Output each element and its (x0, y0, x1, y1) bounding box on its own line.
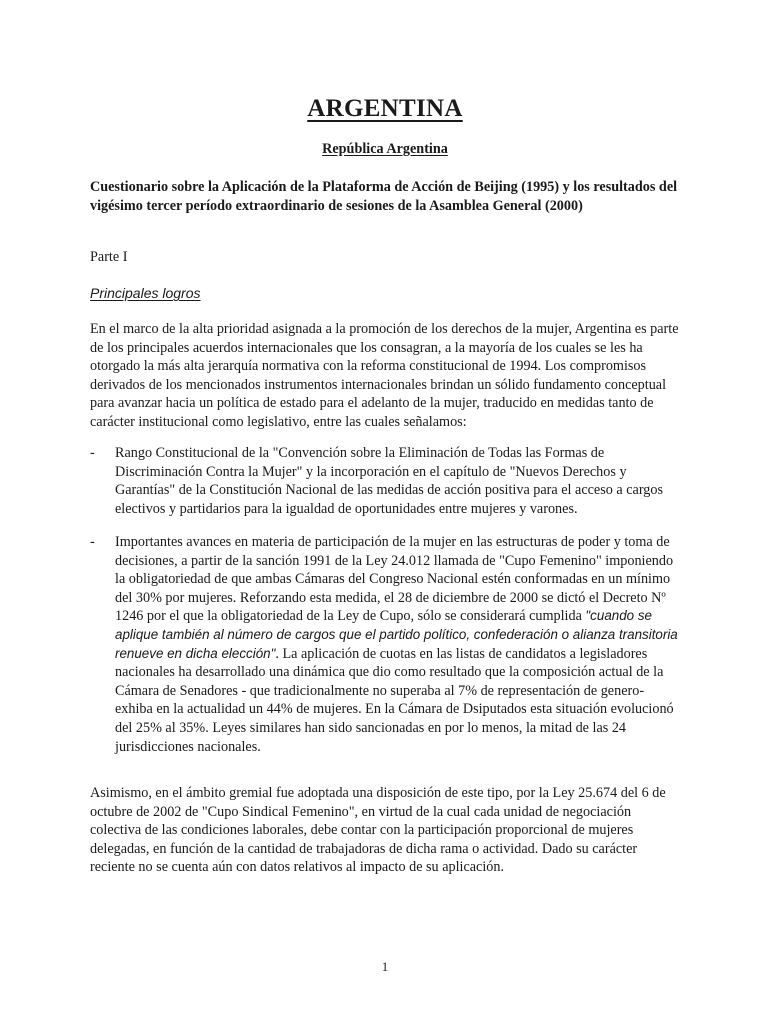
bullet-item-2-text-a: Importantes avances en materia de participación de la mujer en las estructuras de poder y toma de decisiones, a partir de la sanción 1991 de la Ley 24.012 llamada de "Cupo Femenino" imponiendo la obligatoriedad de que ambas Cámaras del Congreso Nacional estén conformadas en un mínimo del 30% por mujeres. Reforzando esta medida, el 28 de diciembre de 2000 se dictó el Decreto Nº 1246 por el que la obligatoriedad de la Ley de Cupo, sólo se considerará cumplida (115, 534, 674, 625)
bullet-item-2 (90, 533, 680, 756)
document-title-text: ARGENTINA (307, 95, 463, 122)
section-heading: Principales logros (90, 285, 201, 301)
document-subtitle-text: República Argentina (322, 141, 448, 157)
decree-quote: "cuando se aplique también al número de cargos que el partido político, confederación o alianza transitoria renueve en dicha elección" (115, 608, 678, 661)
document-page (90, 0, 680, 1024)
document-title (90, 94, 680, 124)
bullet-item-2-text-b: . La aplicación de cuotas en las listas de candidatos a legisladores nacionales ha desarrollado una dinámica que dio como resultado que la composición actual de la Cámara de Senadores - que tradicionalmente no superaba al 7% de representación de genero- exhiba en la actualidad un 44% de mujeres. En la Cámara de Dsiputados esta situación evolucionó del 25% al 35%. Leyes similares han sido sancionadas en por lo menos, la mitad de las 24 jurisdicciones nacionales. (115, 645, 674, 755)
bullet-marker: - (90, 534, 95, 550)
paragraph-1: En el marco de la alta prioridad asignada a la promoción de los derechos de la mujer, Argentina es parte de los principales acuerdos internacionales que los consagran, a la mayoría de los cuales se les ha otorgado la más alta jerarquía normativa con la reforma constitucional de 1994. Los compromisos derivados de los mencionados instrumentos internacionales brindan un sólido fundamento conceptual para avanzar hacia un política de estado para el adelanto de la mujer, traducido en medidas tanto de carácter institucional como legislativo, entre las cuales señalamos: (90, 321, 679, 430)
page-number: 1 (381, 959, 389, 974)
bullet-marker: - (90, 445, 95, 461)
bullet-item-1 (90, 444, 680, 518)
document-subtitle (90, 140, 680, 159)
paragraph-2: Asimismo, en el ámbito gremial fue adoptada una disposición de este tipo, por la Ley 25.674 del 6 de octubre de 2002 de "Cupo Sindical Femenino", en virtud de la cual cada unidad de negociación colectiva de las condiciones laborales, debe contar con la participación proporcional de mujeres delegadas, en función de la cantidad de trabajadoras de dicha rama o actividad. Dado su carácter reciente no se cuenta aún con datos relativos al impacto de su aplicación. (90, 785, 666, 876)
questionnaire-heading: Cuestionario sobre la Aplicación de la Plataforma de Acción de Beijing (1995) y los resultados del vigésimo tercer período extraordinario de sesiones de la Asamblea General (2000) (90, 179, 678, 214)
bullet-item-2-text (115, 533, 680, 756)
part-label: Parte I (90, 249, 128, 265)
bullet-item-1-text: Rango Constitucional de la "Convención sobre la Eliminación de Todas las Formas de Discriminación Contra la Mujer" y la incorporación en el capítulo de "Nuevos Derechos y Garantías" de la Constitución Nacional de las medidas de acción positiva para el acceso a cargos electivos y partidarios para la igualdad de oportunidades entre mujeres y varones. (115, 445, 663, 517)
